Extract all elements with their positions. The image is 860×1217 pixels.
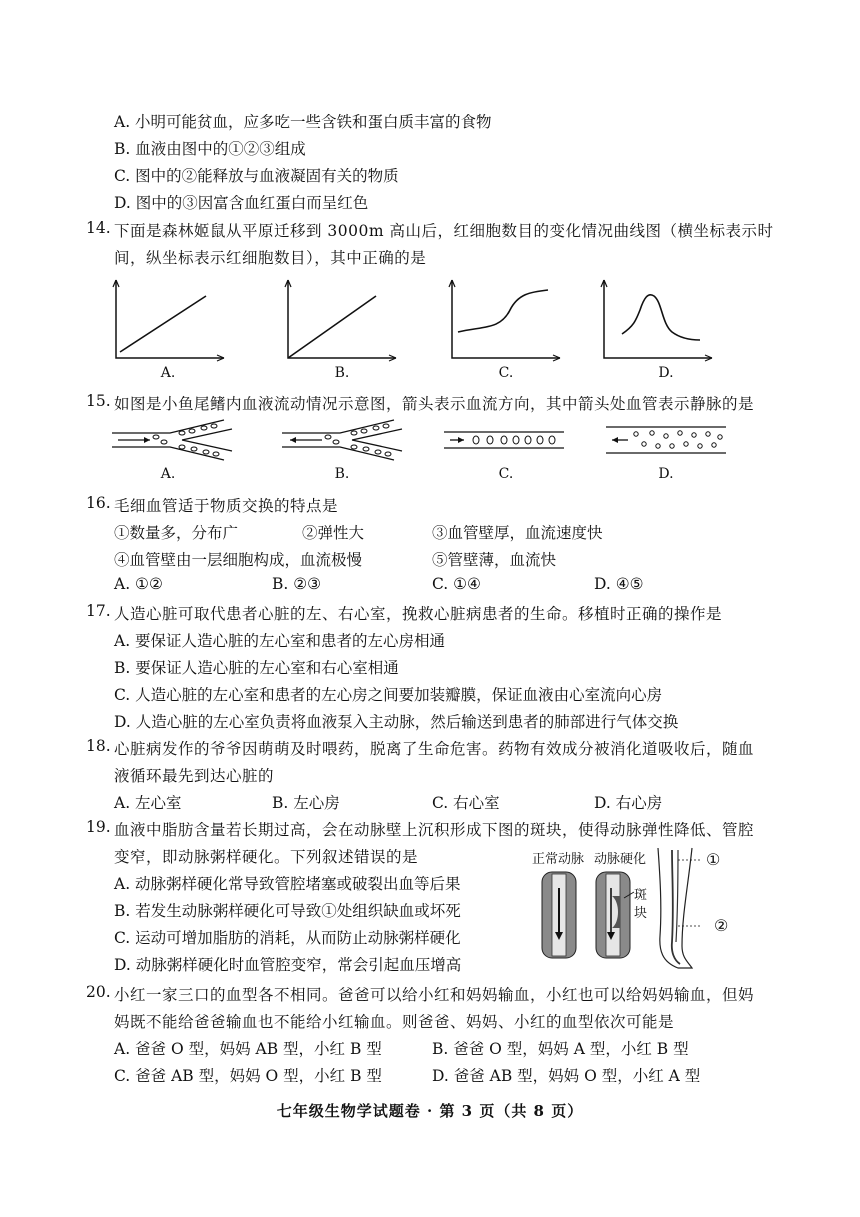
q15-vessel-a [112, 420, 236, 460]
q15-stem: 如图是小鱼尾鳍内血液流动情况示意图，箭头表示血流方向，其中箭头处血管表示静脉的是 [114, 395, 755, 413]
q15-caption-b: B. [334, 466, 350, 482]
q19-label-plaque-2: 块 [634, 906, 648, 921]
q19-label-plaque-1: 斑 [634, 888, 648, 903]
q19-label-hardened: 动脉硬化 [594, 852, 647, 867]
q16-item-4: ④血管壁由一层细胞构成，血流极慢 [114, 551, 363, 569]
q14-number: 14. [86, 219, 111, 237]
q19-option-d: D. 动脉粥样硬化时血管腔变窄，常会引起血压增高 [114, 956, 462, 974]
q14-graph-b [284, 280, 399, 362]
q14-graph-a [112, 280, 227, 362]
q17-number: 17. [86, 602, 111, 620]
q16-item-3: ③血管壁厚，血流速度快 [432, 524, 603, 542]
q16-option-d: D. ④⑤ [594, 575, 644, 593]
q13-option-a: A. 小明可能贫血，应多吃一些含铁和蛋白质丰富的食物 [114, 113, 492, 131]
q19-number: 19. [86, 818, 111, 836]
q14-graph-d [600, 280, 715, 362]
q20-option-d: D. 爸爸 AB 型，妈妈 O 型，小红 A 型 [432, 1067, 701, 1085]
q14-caption-a: A. [160, 365, 176, 381]
q20-option-b: B. 爸爸 O 型，妈妈 A 型，小红 B 型 [432, 1040, 689, 1058]
q19-stem-line1: 血液中脂肪含量若长期过高，会在动脉壁上沉积形成下图的斑块，使得动脉弹性降低、管腔 [114, 821, 755, 839]
q15-number: 15. [86, 392, 111, 410]
q16-item-1: ①数量多，分布广 [114, 524, 239, 542]
q19-option-b: B. 若发生动脉粥样硬化可导致①处组织缺血或坏死 [114, 902, 461, 920]
q15-caption-a: A. [160, 466, 176, 482]
q15-vessel-c [444, 428, 568, 452]
q18-stem-line1: 心脏病发作的爷爷因萌萌及时喂药，脱离了生命危害。药物有效成分被消化道吸收后，随血 [114, 740, 755, 758]
q16-item-2: ②弹性大 [302, 524, 365, 542]
q20-number: 20. [86, 983, 111, 1001]
q17-option-c: C. 人造心脏的左心室和患者的左心房之间要加装瓣膜，保证血液由心室流向心房 [114, 686, 663, 704]
q13-option-d: D. 图中的③因富含血红蛋白而呈红色 [114, 194, 369, 212]
q17-option-b: B. 要保证人造心脏的左心室和右心室相通 [114, 659, 399, 677]
q14-graph-c [448, 280, 563, 362]
q20-stem-line2: 妈既不能给爸爸输血也不能给小红输血。则爸爸、妈妈、小红的血型依次可能是 [114, 1013, 675, 1031]
q18-option-a: A. 左心室 [114, 794, 182, 812]
q14-caption-d: D. [658, 365, 674, 381]
q17-option-a: A. 要保证人造心脏的左心室和患者的左心房相通 [114, 632, 446, 650]
q15-caption-d: D. [658, 466, 674, 482]
q18-option-c: C. 右心室 [432, 794, 500, 812]
q19-stem-line2: 变窄，即动脉粥样硬化。下列叙述错误的是 [114, 848, 419, 866]
q19-option-a: A. 动脉粥样硬化常导致管腔堵塞或破裂出血等后果 [114, 875, 461, 893]
q18-number: 18. [86, 737, 111, 755]
q16-item-5: ⑤管壁薄，血流快 [432, 551, 557, 569]
q19-option-c: C. 运动可增加脂肪的消耗，从而防止动脉粥样硬化 [114, 929, 461, 947]
q16-stem: 毛细血管适于物质交换的特点是 [114, 497, 339, 515]
q15-vessel-d [606, 424, 730, 456]
q19-label-normal: 正常动脉 [532, 852, 585, 867]
q13-option-c: C. 图中的②能释放与血液凝固有关的物质 [114, 167, 399, 185]
q14-caption-c: C. [498, 365, 514, 381]
q15-vessel-b [282, 420, 406, 460]
q18-option-d: D. 右心房 [594, 794, 663, 812]
q20-option-a: A. 爸爸 O 型，妈妈 AB 型，小红 B 型 [114, 1040, 382, 1058]
q14-caption-b: B. [334, 365, 350, 381]
q16-number: 16. [86, 494, 111, 512]
q19-mark-2: ② [714, 916, 729, 935]
q17-stem: 人造心脏可取代患者心脏的左、右心室，挽救心脏病患者的生命。移植时正确的操作是 [114, 605, 723, 623]
q20-option-c: C. 爸爸 AB 型，妈妈 O 型，小红 B 型 [114, 1067, 382, 1085]
q14-stem-line1: 下面是森林姬鼠从平原迁移到 3000m 高山后，红细胞数目的变化情况曲线图（横坐标表示时 [114, 222, 774, 240]
q16-option-a: A. ①② [114, 575, 163, 593]
q16-option-c: C. ①④ [432, 575, 481, 593]
page-footer: 七年级生物学试题卷 · 第 3 页（共 8 页） [276, 1102, 584, 1120]
q17-option-d: D. 人造心脏的左心室负责将血液泵入主动脉，然后输送到患者的肺部进行气体交换 [114, 713, 679, 731]
q19-mark-1: ① [706, 850, 721, 869]
q16-option-b: B. ②③ [272, 575, 322, 593]
q20-stem-line1: 小红一家三口的血型各不相同。爸爸可以给小红和妈妈输血，小红也可以给妈妈输血，但妈 [114, 986, 755, 1004]
q18-stem-line2: 液循环最先到达心脏的 [114, 767, 275, 785]
q13-option-b: B. 血液由图中的①②③组成 [114, 140, 306, 158]
q14-stem-line2: 间，纵坐标表示红细胞数目），其中正确的是 [114, 249, 427, 267]
q15-caption-c: C. [498, 466, 514, 482]
q18-option-b: B. 左心房 [272, 794, 340, 812]
